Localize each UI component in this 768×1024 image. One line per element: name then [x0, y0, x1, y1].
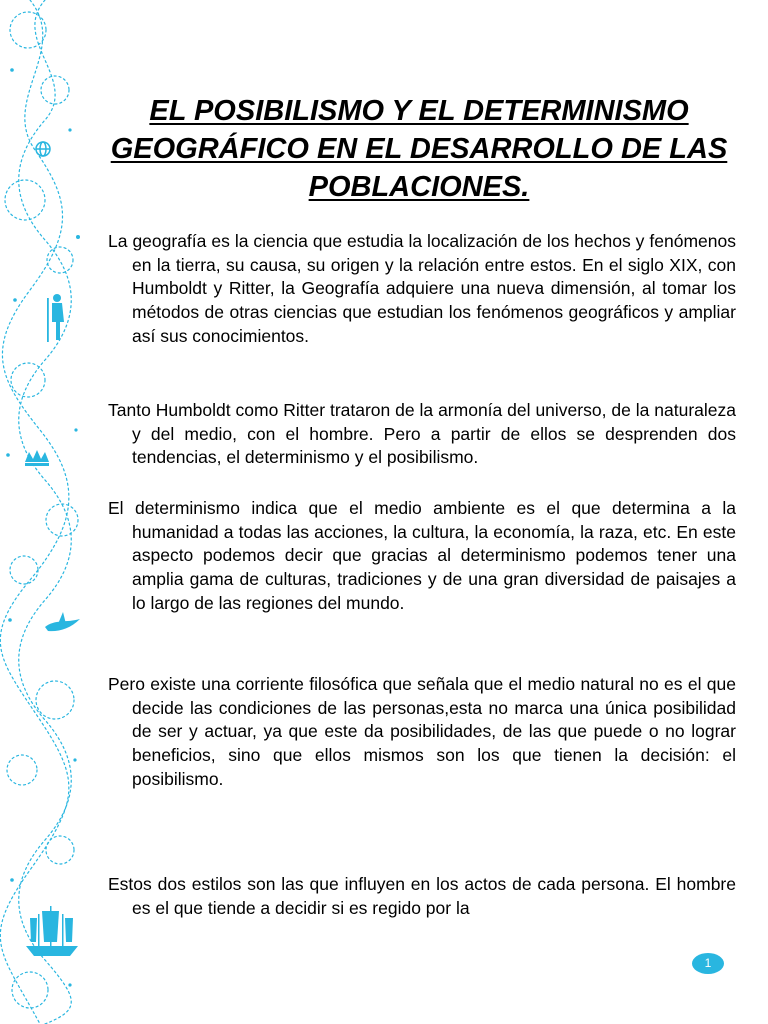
ship-icon — [26, 906, 78, 956]
bird-icon — [45, 612, 80, 631]
globe-icon — [36, 142, 50, 156]
paragraph: Pero existe una corriente filosófica que señala que el medio natural no es el que decide las condiciones de las personas,esta no marca una única posibilidad de ser y actuar, ya que este da posibilidades, de las que puede o no lograr beneficios, sino que ellos mismos son los que tienen la decisión: el posibilismo. — [108, 674, 736, 789]
page-number-badge: 1 — [692, 953, 724, 974]
figure-icon — [47, 294, 64, 342]
decorative-border — [0, 0, 90, 1024]
paragraph: Estos dos estilos son las que influyen en los actos de cada persona. El hombre es el que tiende a decidir si es regido por la — [108, 874, 736, 918]
paragraph: La geografía es la ciencia que estudia la localización de los hechos y fenómenos en la tierra, su causa, su origen y la relación entre estos. En el siglo XIX, con Humboldt y Ritter, la Geografía adquiere una nueva dimensión, al tomar los métodos de otras ciencias que estudian los fenómenos geográficos y ampliar así sus conocimientos. — [108, 231, 736, 346]
paragraph: El determinismo indica que el medio ambiente es el que determina a la humanidad a todas las acciones, la cultura, la economía, la raza, etc. En este aspecto podemos decir que gracias al determinismo podemos tener una amplia gama de culturas, tradiciones y de una gran diversidad de paisajes a lo largo de las regiones del mundo. — [108, 498, 736, 613]
page-title: EL POSIBILISMO Y EL DETERMINISMO GEOGRÁFICO EN EL DESARROLLO DE LAS POBLACIONES. — [110, 95, 728, 203]
paragraph: Tanto Humboldt como Ritter trataron de la armonía del universo, de la naturaleza y del medio, con el hombre. Pero a partir de ellos se desprenden dos tendencias, el determinismo y el posibilismo. — [108, 400, 736, 468]
crown-icon — [25, 450, 49, 466]
